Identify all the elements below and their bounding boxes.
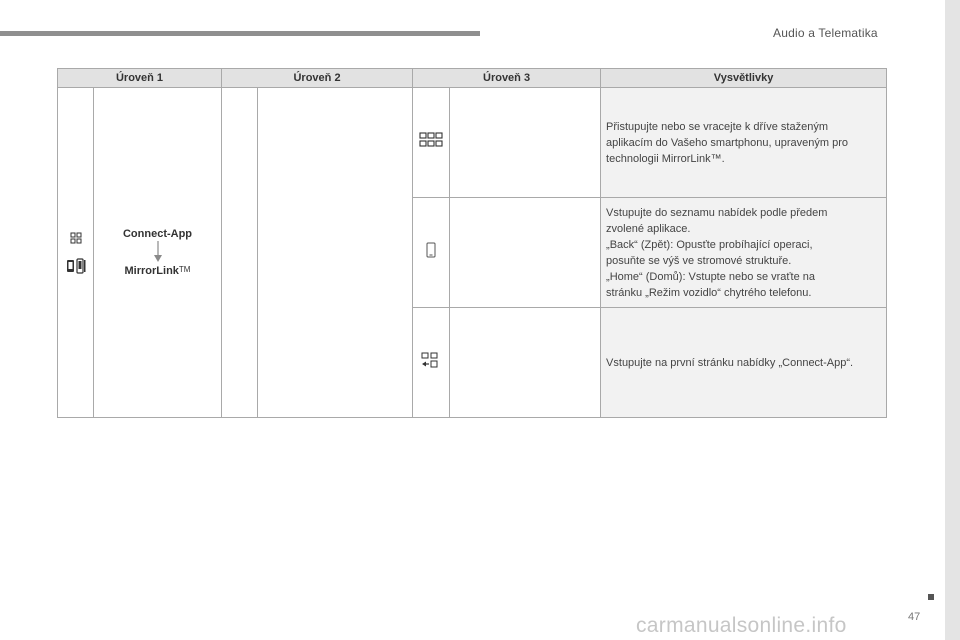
arrow-down-icon — [153, 241, 163, 263]
table-row — [58, 88, 887, 198]
level2-icon-cell — [222, 88, 258, 418]
grid-small-icon — [70, 232, 82, 244]
menu-table — [57, 68, 887, 418]
level1-icon-cell — [58, 88, 94, 418]
mirrorlink-label: MirrorLinkTM — [124, 265, 191, 277]
explanation-cell: Vstupujte do seznamu nabídek podle předem zvolené aplikace. „Back“ (Zpět): Opusťte probíhající operaci, posuňte se výš ve stromové struktuře. „Home“ (Domů): Vstupte nebo se vraťte na stránku „Režim vozidlo“ chytrého telefonu. — [601, 198, 887, 308]
level2-name-cell — [258, 88, 413, 418]
level1-name-cell — [94, 88, 222, 418]
explanation-cell: Přistupujte nebo se vracejte k dříve staženým aplikacím do Vašeho smartphonu, upraveným pro technologii MirrorLink™. — [601, 88, 887, 198]
watermark: carmanualsonline.info — [636, 614, 847, 637]
page-edge-bar — [945, 0, 960, 640]
level3-name-cell — [450, 88, 601, 198]
connect-app-label: Connect-App — [122, 228, 193, 240]
top-rule — [0, 31, 480, 36]
level3-name-cell — [450, 308, 601, 418]
level3-icon-cell — [413, 198, 450, 308]
page-marker — [928, 594, 934, 600]
column-header-level3: Úroveň 3 — [413, 69, 601, 88]
page-number: 47 — [908, 611, 921, 623]
section-title: Audio a Telematika — [773, 26, 878, 40]
apps-grid-icon — [419, 132, 443, 148]
phone-car-icon — [66, 258, 86, 274]
table-header-row — [58, 69, 887, 88]
column-header-level1: Úroveň 1 — [58, 69, 222, 88]
level3-name-cell — [450, 198, 601, 308]
level3-icon-cell — [413, 308, 450, 418]
column-header-explanation: Vysvětlivky — [601, 69, 887, 88]
connect-app-home-icon — [421, 352, 441, 368]
column-header-level2: Úroveň 2 — [222, 69, 413, 88]
explanation-cell: Vstupujte na první stránku nabídky „Connect-App“. — [601, 308, 887, 418]
smartphone-icon — [426, 242, 436, 258]
level3-icon-cell — [413, 88, 450, 198]
